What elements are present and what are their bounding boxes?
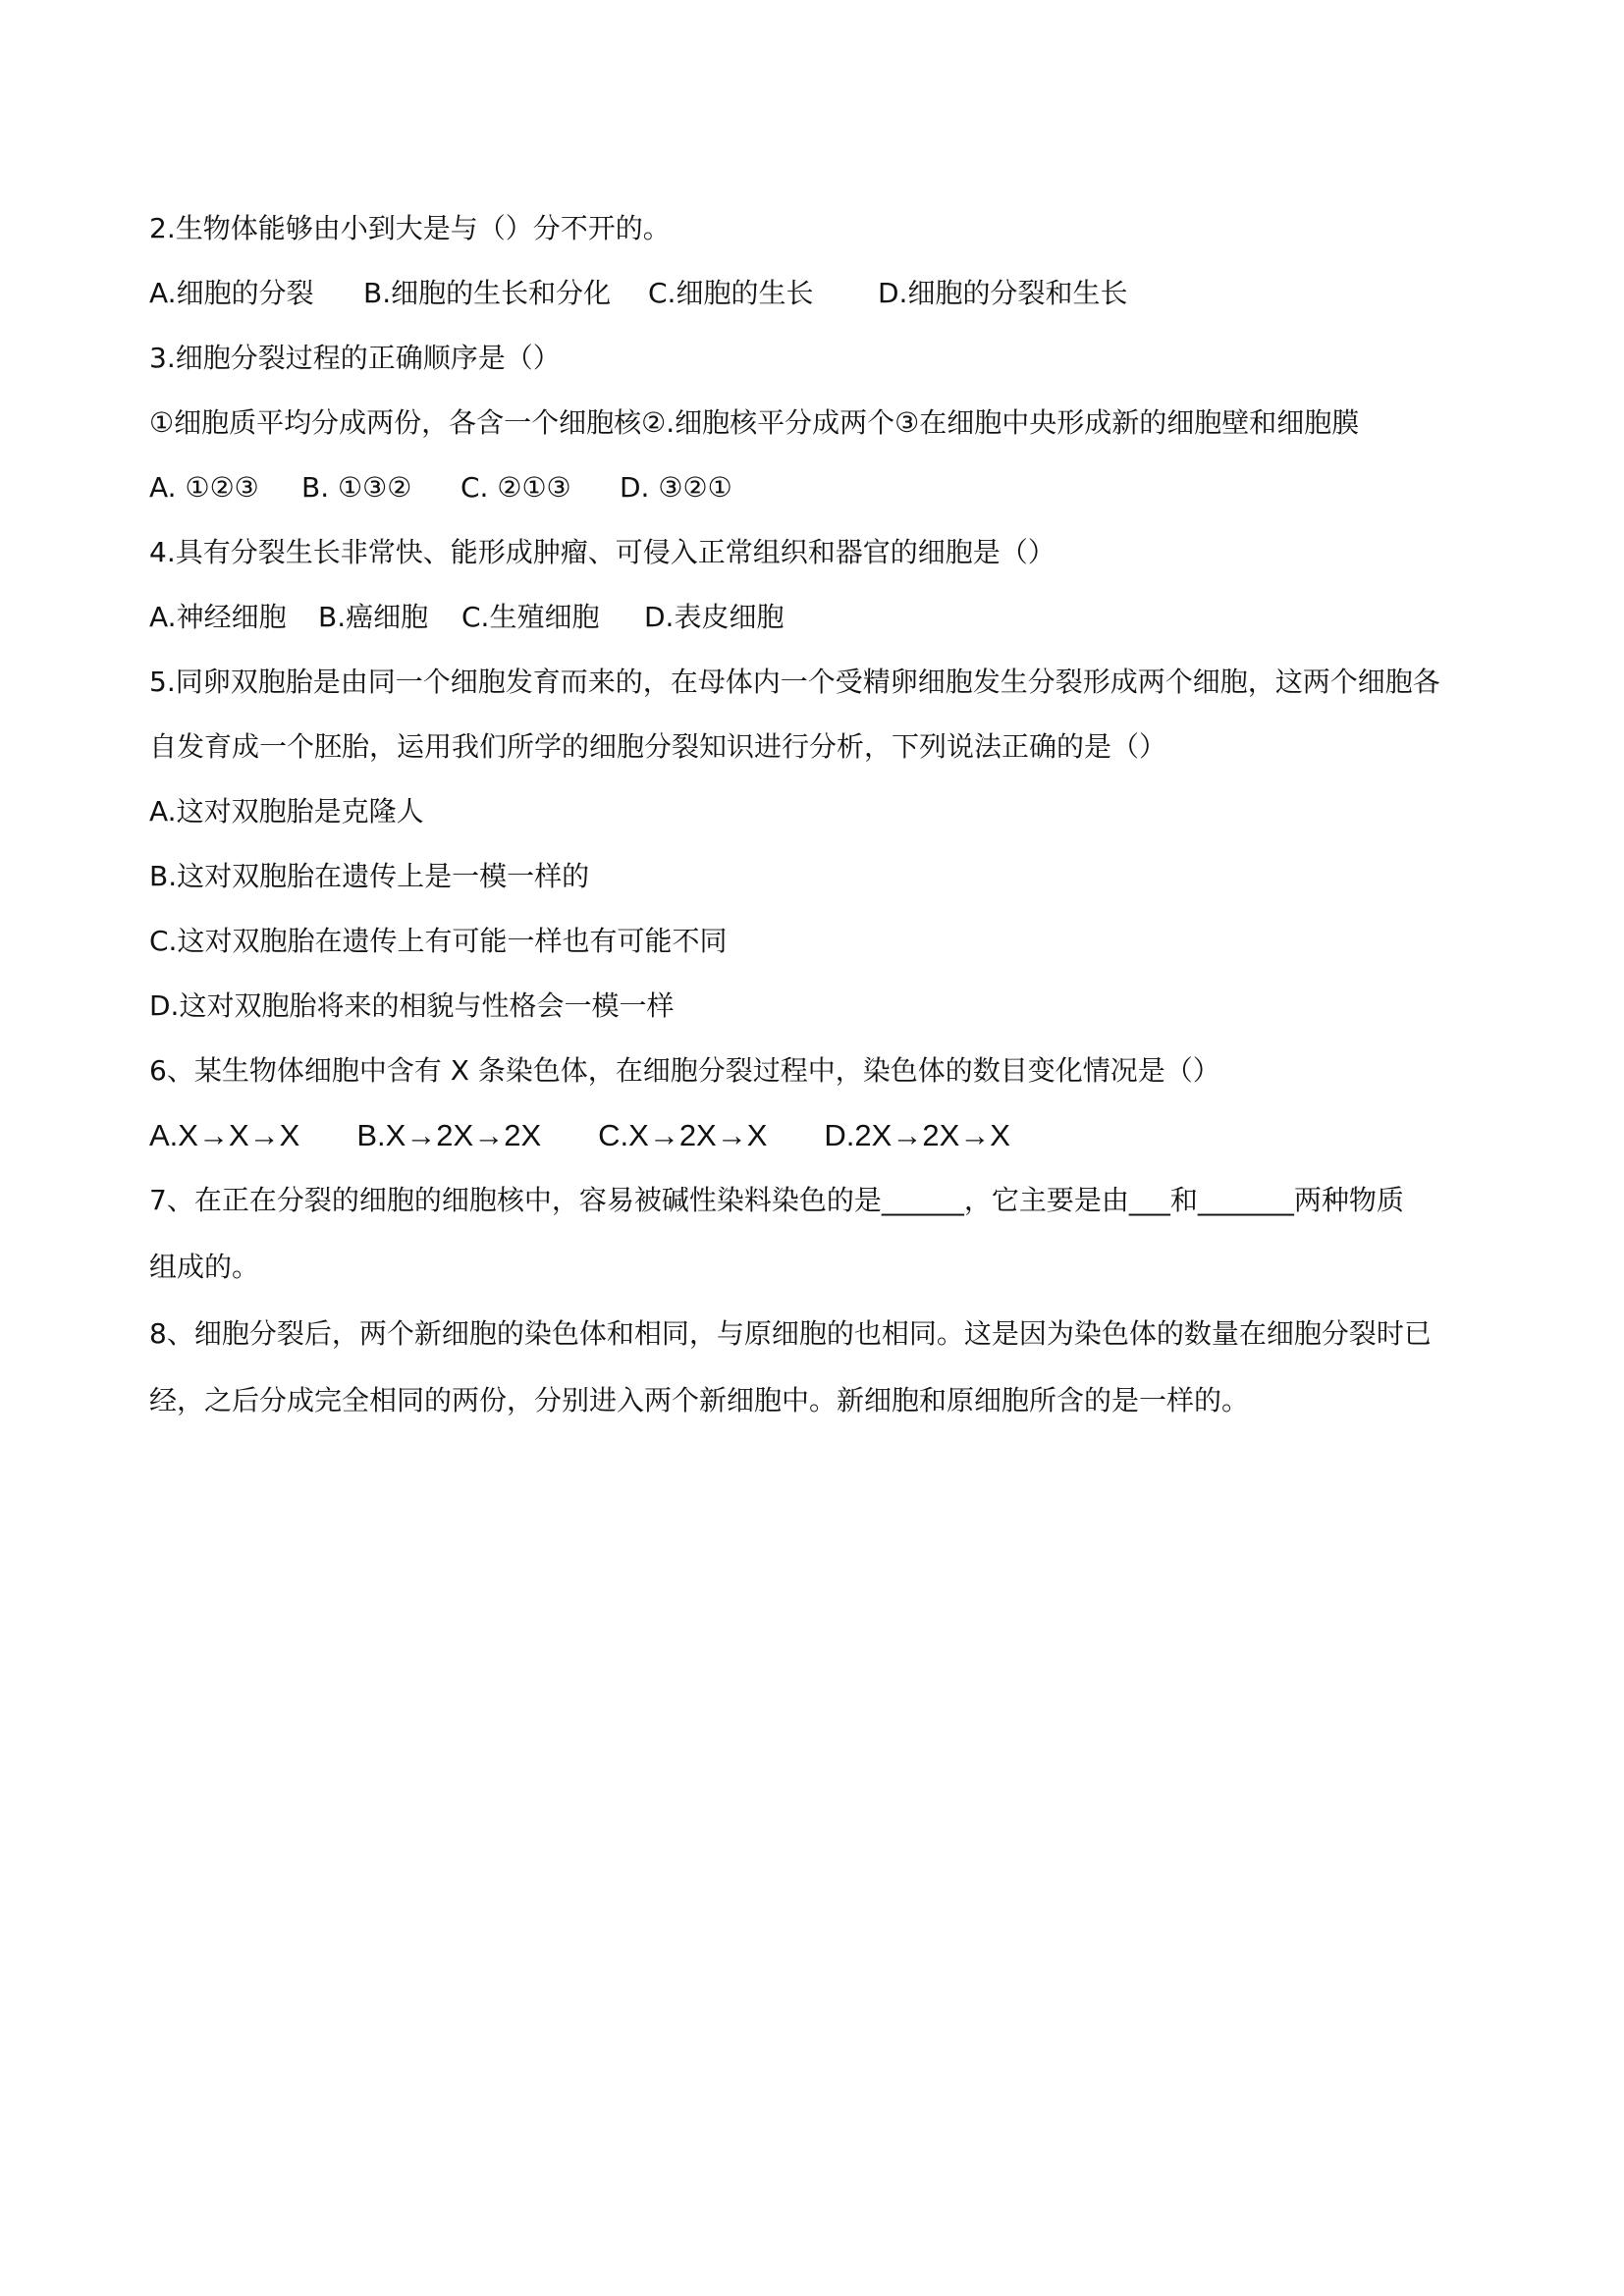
q4-option-d: D.表皮细胞: [644, 601, 785, 633]
q6-option-d: D.2X→2X→X: [824, 1118, 1010, 1152]
q6-option-b: B.X→2X→2X: [356, 1118, 542, 1152]
q2-option-a: A.细胞的分裂: [149, 277, 314, 309]
q4-option-c: C.生殖细胞: [461, 601, 600, 633]
q5-stem-line1: 5.同卵双胞胎是由同一个细胞发育而来的，在母体内一个受精卵细胞发生分裂形成两个细胞，这两个细胞各: [149, 666, 1440, 698]
q2-option-d: D.细胞的分裂和生长: [878, 277, 1128, 309]
q6-stem: 6、某生物体细胞中含有 X 条染色体，在细胞分裂过程中，染色体的数目变化情况是（）: [149, 1054, 1220, 1087]
q3-option-a: A. ①②③: [149, 471, 259, 504]
q5-option-d: D.这对双胞胎将来的相貌与性格会一模一样: [149, 989, 675, 1022]
q6-option-a: A.X→X→X: [149, 1118, 300, 1152]
q3-stem: 3.细胞分裂过程的正确顺序是（）: [149, 342, 561, 374]
q2-option-b: B.细胞的生长和分化: [363, 277, 612, 309]
q4-option-a: A.神经细胞: [149, 601, 287, 633]
q4-option-b: B.癌细胞: [318, 601, 429, 633]
q4-options: [149, 596, 1485, 661]
q8-line1: 8、细胞分裂后，两个新细胞的染色体和相同，与原细胞的也相同。这是因为染色体的数量在细胞分裂时已: [149, 1317, 1432, 1350]
question-list: [149, 207, 1485, 1446]
q4-stem: 4.具有分裂生长非常快、能形成肿瘤、可侵入正常组织和器官的细胞是（）: [149, 536, 1056, 568]
q6-options: [149, 1114, 1485, 1179]
q2-stem: 2.生物体能够由小到大是与（）分不开的。: [149, 212, 671, 244]
q6-option-c: C.X→2X→X: [598, 1118, 768, 1152]
q3-options: [149, 466, 1485, 531]
q8-line2: 经，之后分成完全相同的两份，分别进入两个新细胞中。新细胞和原细胞所含的是一样的。: [149, 1384, 1250, 1416]
q5-option-c: C.这对双胞胎在遗传上有可能一样也有可能不同: [149, 925, 728, 957]
q3-option-d: D. ③②①: [620, 471, 732, 504]
q5-option-b: B.这对双胞胎在遗传上是一模一样的: [149, 860, 590, 892]
q3-option-b: B. ①③②: [301, 471, 412, 504]
q7-line1: 7、在正在分裂的细胞的细胞核中，容易被碱性染料染色的是______，它主要是由___和_______两种物质: [149, 1184, 1404, 1216]
q2-option-c: C.细胞的生长: [648, 277, 814, 309]
q5-stem-line2: 自发育成一个胚胎，运用我们所学的细胞分裂知识进行分析，下列说法正确的是（）: [149, 730, 1167, 763]
q3-option-c: C. ②①③: [460, 471, 571, 504]
q5-option-a: A.这对双胞胎是克隆人: [149, 795, 424, 828]
q7-line2: 组成的。: [149, 1251, 260, 1283]
q3-steps: ①细胞质平均分成两份，各含一个细胞核②.细胞核平分成两个③在细胞中央形成新的细胞壁和细胞膜: [149, 406, 1360, 439]
q2-options: [149, 272, 1485, 337]
